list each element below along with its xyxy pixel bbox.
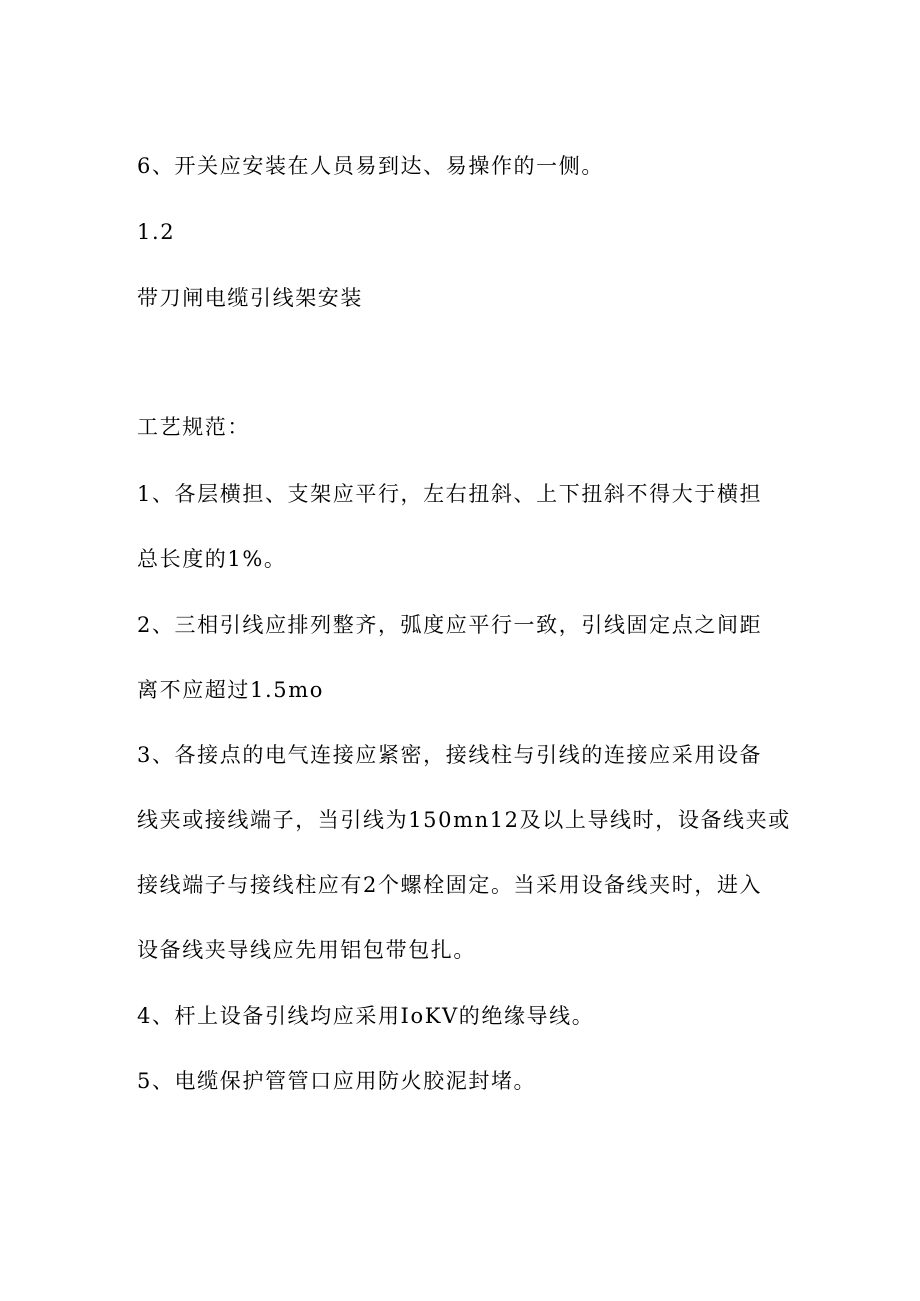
item-3-line-2: 线夹或接线端子，当引线为150mn12及以上导线时，设备线夹或 (137, 808, 791, 832)
item-1-line-2: 总长度的1%。 (137, 547, 287, 571)
section-title: 带刀闸电缆引线架安装 (137, 286, 363, 310)
item-3-line-1: 3、各接点的电气连接应紧密，接线柱与引线的连接应采用设备 (137, 743, 763, 767)
item-5-text: 5、电缆保护管管口应用防火胶泥封堵。 (137, 1069, 537, 1093)
section-number: 1.2 (137, 220, 176, 244)
item-4-text: 4、杆上设备引线均应采用IoKV的绝缘导线。 (137, 1004, 595, 1028)
spec-heading: 工艺规范： (137, 415, 250, 439)
item-2-line-1: 2、三相引线应排列整齐，弧度应平行一致，引线固定点之间距 (137, 613, 763, 637)
item-3-line-4: 设备线夹导线应先用铝包带包扎。 (137, 938, 476, 962)
item-6-text: 6、开关应安装在人员易到达、易操作的一侧。 (137, 154, 604, 178)
item-1-line-1: 1、各层横担、支架应平行，左右扭斜、上下扭斜不得大于横担 (137, 482, 763, 506)
item-2-line-2: 离不应超过1.5mo (137, 678, 324, 702)
item-3-line-3: 接线端子与接线柱应有2个螺栓固定。当采用设备线夹时，进入 (137, 873, 763, 897)
